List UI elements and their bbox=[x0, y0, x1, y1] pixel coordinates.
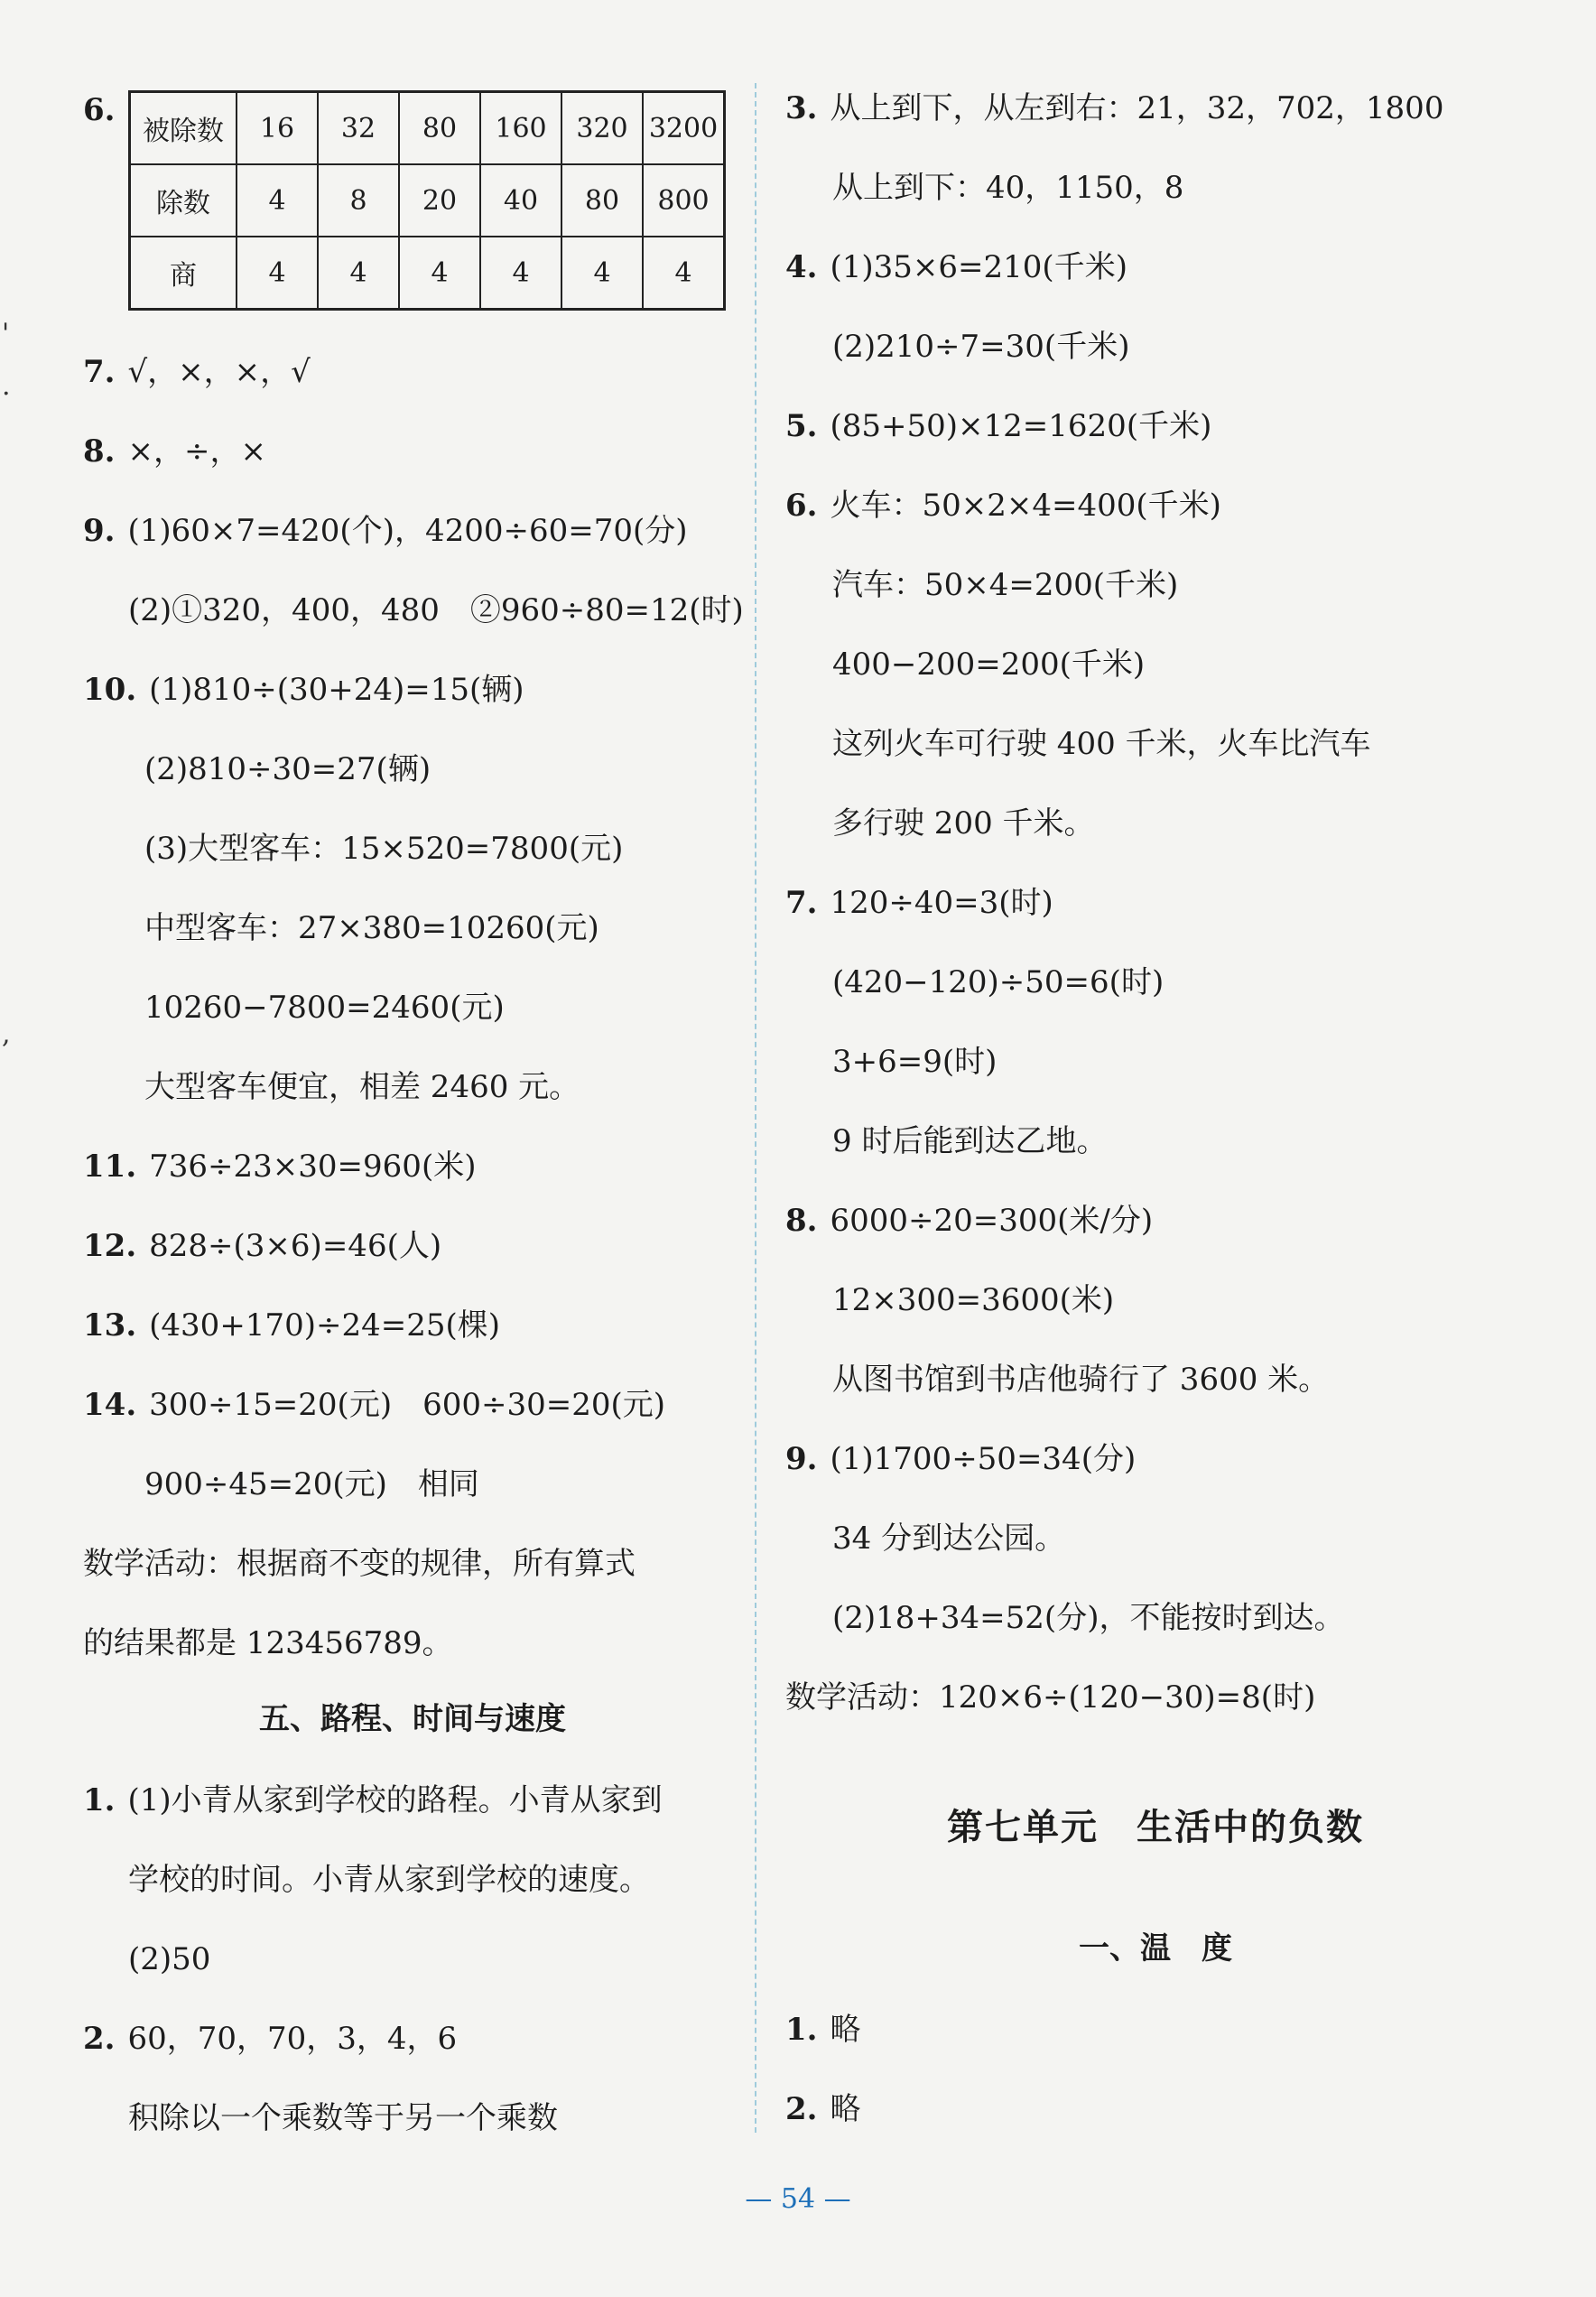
answer-line bbox=[83, 352, 311, 392]
answer-line: 900÷45=20(元) 相同 bbox=[144, 1466, 479, 1502]
question-number: 4. bbox=[785, 249, 818, 285]
answer-line: 12×300=3600(米) bbox=[832, 1282, 1115, 1318]
answer-text: 300÷15=20(元) 600÷30=20(元) bbox=[149, 1387, 666, 1423]
answer-text: 略 bbox=[830, 2012, 861, 2048]
question-number: 14. bbox=[83, 1387, 137, 1423]
question-number: 10. bbox=[83, 672, 137, 708]
answer-text: (85+50)×12=1620(千米) bbox=[830, 408, 1212, 444]
row-label: 被除数 bbox=[130, 92, 237, 165]
answer-text: (1)小青从家到学校的路程。小青从家到 bbox=[127, 1782, 663, 1818]
table-row bbox=[130, 237, 725, 310]
answer-line: 积除以一个乘数等于另一个乘数 bbox=[128, 2100, 558, 2136]
activity-line: 的结果都是 123456789。 bbox=[83, 1625, 453, 1661]
table-cell: 4 bbox=[318, 237, 399, 310]
question-number: 6. bbox=[785, 488, 818, 524]
column-divider bbox=[755, 83, 756, 2133]
edge-mark: ' bbox=[2, 318, 10, 349]
answer-line: 34 分到达公园。 bbox=[832, 1520, 1066, 1557]
question-number: 9. bbox=[785, 1441, 818, 1477]
answer-line bbox=[785, 247, 1127, 287]
answer-line: 9 时后能到达乙地。 bbox=[832, 1123, 1108, 1159]
answer-line bbox=[785, 2010, 861, 2050]
answer-line: 大型客车便宜，相差 2460 元。 bbox=[144, 1069, 580, 1105]
answer-line bbox=[785, 1439, 1136, 1479]
table-cell: 4 bbox=[561, 237, 643, 310]
answer-line: (2)810÷30=27(辆) bbox=[144, 751, 431, 787]
answer-text: (1)1700÷50=34(分) bbox=[830, 1441, 1137, 1477]
answer-line bbox=[785, 486, 1221, 525]
question-number: 6. bbox=[83, 92, 116, 128]
answer-line bbox=[83, 1385, 665, 1425]
question-number: 2. bbox=[785, 2091, 818, 2127]
answer-line: (3)大型客车：15×520=7800(元) bbox=[144, 831, 624, 867]
answer-text: 6000÷20=300(米/分) bbox=[830, 1203, 1154, 1239]
answer-line bbox=[83, 511, 688, 551]
answer-line bbox=[83, 1306, 500, 1345]
question-number: 8. bbox=[785, 1203, 818, 1239]
question-number: 2. bbox=[83, 2021, 116, 2057]
question-number: 13. bbox=[83, 1307, 137, 1344]
unit-title: 第七单元 生活中的负数 bbox=[947, 1807, 1364, 1848]
answer-line: (2)50 bbox=[128, 1941, 211, 1977]
table-cell: 32 bbox=[318, 92, 399, 165]
answer-line bbox=[785, 88, 1443, 128]
answer-line bbox=[785, 1201, 1153, 1241]
answer-text: 略 bbox=[830, 2091, 861, 2127]
table-row bbox=[130, 92, 725, 165]
answer-text: (1)60×7=420(个)，4200÷60=70(分) bbox=[127, 513, 688, 549]
table-row bbox=[130, 164, 725, 237]
answer-line: 3+6=9(时) bbox=[832, 1044, 998, 1080]
answer-text: 从上到下，从左到右：21，32，702，1800 bbox=[830, 90, 1444, 126]
table-cell: 3200 bbox=[643, 92, 725, 165]
answer-line: (2)18+34=52(分)，不能按时到达。 bbox=[832, 1600, 1345, 1636]
row-label: 除数 bbox=[130, 164, 237, 237]
edge-mark: . bbox=[2, 370, 11, 402]
question-number: 12. bbox=[83, 1228, 137, 1264]
answer-text: (1)810÷(30+24)=15(辆) bbox=[149, 672, 524, 708]
activity-line: 数学活动：120×6÷(120−30)=8(时) bbox=[785, 1679, 1316, 1716]
answer-line: 10260−7800=2460(元) bbox=[144, 990, 505, 1026]
question-number: 1. bbox=[785, 2012, 818, 2048]
table-cell: 20 bbox=[399, 164, 480, 237]
answer-text: 火车：50×2×4=400(千米) bbox=[830, 488, 1221, 524]
question-number: 1. bbox=[83, 1782, 116, 1818]
answer-line: (2)210÷7=30(千米) bbox=[832, 329, 1130, 365]
table-cell: 8 bbox=[318, 164, 399, 237]
answer-text: (1)35×6=210(千米) bbox=[830, 249, 1127, 285]
answer-text: 736÷23×30=960(米) bbox=[149, 1148, 477, 1185]
answer-line: 学校的时间。小青从家到学校的速度。 bbox=[128, 1862, 650, 1898]
answer-line: (420−120)÷50=6(时) bbox=[832, 964, 1165, 1000]
table-cell: 800 bbox=[643, 164, 725, 237]
answer-line bbox=[83, 1226, 441, 1266]
table-cell: 4 bbox=[643, 237, 725, 310]
table-cell: 4 bbox=[237, 164, 318, 237]
answer-text: 828÷(3×6)=46(人) bbox=[149, 1228, 442, 1264]
answer-line bbox=[785, 406, 1211, 446]
answer-text: 60，70，70，3，4，6 bbox=[127, 2021, 458, 2057]
answer-line: (2)①320，400，480 ②960÷80=12(时) bbox=[128, 592, 744, 628]
row-label: 商 bbox=[130, 237, 237, 310]
answer-line: 汽车：50×4=200(千米) bbox=[832, 567, 1179, 603]
answer-line bbox=[83, 1147, 476, 1186]
table-cell: 16 bbox=[237, 92, 318, 165]
answer-text: ×，÷，× bbox=[127, 433, 266, 470]
answer-text: (430+170)÷24=25(棵) bbox=[149, 1307, 500, 1344]
answer-line bbox=[785, 883, 1053, 923]
activity-line: 数学活动：根据商不变的规律，所有算式 bbox=[83, 1546, 636, 1582]
edge-mark: , bbox=[2, 1018, 11, 1050]
quotient-table bbox=[128, 90, 726, 311]
question-number: 9. bbox=[83, 513, 116, 549]
question-number: 11. bbox=[83, 1148, 137, 1185]
table-cell: 4 bbox=[237, 237, 318, 310]
answer-line bbox=[83, 2019, 457, 2059]
table-cell: 320 bbox=[561, 92, 643, 165]
answer-line: 从图书馆到书店他骑行了 3600 米。 bbox=[832, 1362, 1330, 1398]
page-number: — 54 — bbox=[745, 2183, 851, 2215]
answer-line: 这列火车可行驶 400 千米，火车比汽车 bbox=[832, 726, 1371, 762]
answer-line bbox=[785, 2089, 861, 2129]
question-number: 5. bbox=[785, 408, 818, 444]
table-cell: 4 bbox=[480, 237, 561, 310]
section-heading: 五、路程、时间与速度 bbox=[259, 1701, 566, 1737]
table-cell: 160 bbox=[480, 92, 561, 165]
answer-line: 中型客车：27×380=10260(元) bbox=[144, 910, 599, 946]
table-cell: 4 bbox=[399, 237, 480, 310]
subsection-heading: 一、温 度 bbox=[1079, 1930, 1232, 1967]
answer-line bbox=[83, 1781, 663, 1820]
answer-line: 从上到下：40，1150，8 bbox=[832, 170, 1184, 206]
question-number: 7. bbox=[83, 354, 116, 390]
answer-line bbox=[83, 432, 266, 471]
table-cell: 40 bbox=[480, 164, 561, 237]
answer-line: 多行驶 200 千米。 bbox=[832, 805, 1095, 842]
table-cell: 80 bbox=[399, 92, 480, 165]
question-number: 8. bbox=[83, 433, 116, 470]
question-number: 7. bbox=[785, 885, 818, 921]
question-number: 3. bbox=[785, 90, 818, 126]
table-cell: 80 bbox=[561, 164, 643, 237]
answer-text: 120÷40=3(时) bbox=[830, 885, 1053, 921]
answer-line bbox=[83, 670, 524, 710]
answer-line: 400−200=200(千米) bbox=[832, 646, 1146, 683]
answer-text: √，×，×，√ bbox=[127, 354, 311, 390]
